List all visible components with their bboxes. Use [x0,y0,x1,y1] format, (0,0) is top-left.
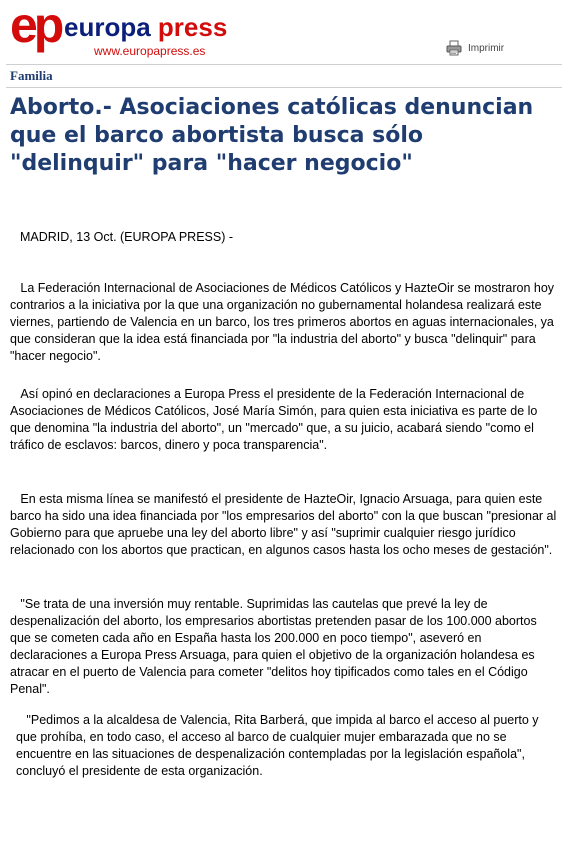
article-paragraph: "Pedimos a la alcaldesa de Valencia, Rita Barberá, que impida al barco el acceso al puerto y que prohíba, en todo caso, el acceso al barco de cualquier mujer embarazada que no se encuentre en las situaciones de despenalización contempladas por la legislación española", concluyó el presidente de esta organización. [16,713,539,778]
print-label: Imprimir [468,42,505,54]
print-button[interactable] [446,40,504,56]
article-paragraph: Así opinó en declaraciones a Europa Press el presidente de la Federación Internacional de Asociaciones de Médicos Católicos, José María Simón, para quien esta iniciativa es parte de lo que denomina "la industria del aborto", un "mercado" que, a su juicio, acabará siendo "como el tráfico de esclavos: barcos, dinero y poca transparencia". [10,387,538,452]
article-dateline: MADRID, 13 Oct. (EUROPA PRESS) - [20,230,234,244]
page-header [0,0,568,64]
logo-wordmark [64,14,227,40]
logo-url[interactable]: www.europapress.es [94,44,206,58]
divider-section [6,87,562,88]
printer-icon [446,40,462,56]
logo-press-text: press [157,12,228,42]
logo-ep-mark: ep [10,0,61,53]
divider-top [6,64,562,65]
article-paragraph: La Federación Internacional de Asociaciones de Médicos Católicos y HazteOir se mostraron hoy contrarios a la iniciativa por la que una organización no gubernamental holandesa realizará este viernes, partiendo de Valencia en un barco, los tres primeros abortos en aguas internacionales, ya que consideran que la idea está financiada por "la industria del aborto" y busca "delinquir" para "hacer negocio". [10,281,555,363]
section-label: Familia [10,68,53,83]
logo-europa-text: europa [64,12,158,42]
article-paragraph: "Se trata de una inversión muy rentable. Suprimidas las cautelas que prevé la ley de despenalización del aborto, los empresarios abortistas pretenden pasar de los 100.000 abortos que se cometen cada año en España hasta los 200.000 en poco tiempo", aseveró en declaraciones a Europa Press Arsuaga, para quien el objetivo de la organización holandesa es atracar en el puerto de Valencia para cometer "delitos hoy tipificados como tales en el Código Penal". [10,597,537,696]
article-title: Aborto.- Asociaciones católicas denuncian que el barco abortista busca sólo "delinquir" para "hacer negocio" [10,95,534,176]
article-paragraph: En esta misma línea se manifestó el presidente de HazteOir, Ignacio Arsuaga, para quien este barco ha sido una idea financiada por "los empresarios del aborto" con la que buscan "presionar al Gobierno para que apruebe una ley del aborto libre" y así "suprimir cualquier riesgo jurídico relacionado con los abortos que practican, en algunos casos hasta los ocho meses de gestación". [10,492,557,557]
